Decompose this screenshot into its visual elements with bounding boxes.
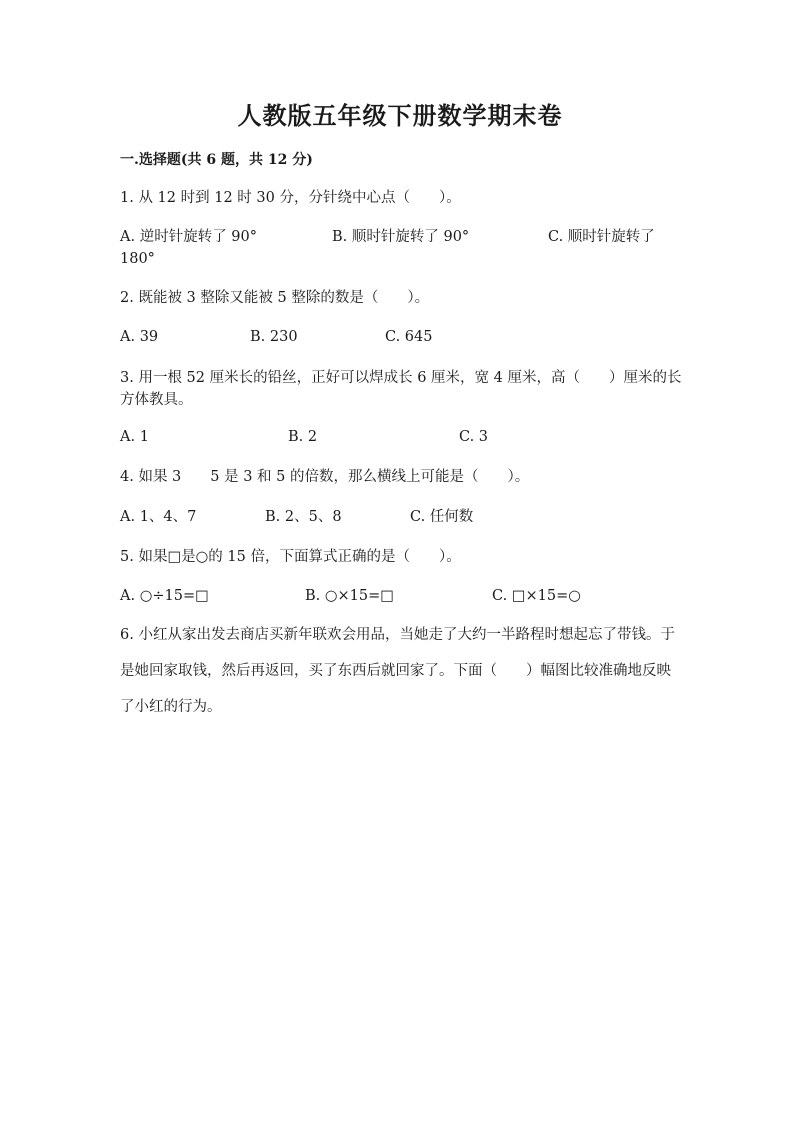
question-5-stem: 5. 如果□是○的 15 倍，下面算式正确的是（ ）。 [120, 549, 461, 565]
question-3-option-c: C. 3 [459, 429, 489, 445]
question-2-option-c: C. 645 [385, 329, 433, 345]
question-1-option-c: C. 顺时针旋转了 [548, 229, 655, 245]
question-3-option-a: A. 1 [120, 429, 149, 445]
question-2-option-a: A. 39 [120, 329, 159, 345]
question-4-option-b: B. 2、5、8 [265, 509, 342, 525]
question-4-options [120, 506, 682, 528]
question-1-option-b: B. 顺时针旋转了 90° [332, 229, 470, 245]
question-1-stem: 1. 从 12 时到 12 时 30 分，分针绕中心点（ ）。 [120, 190, 461, 206]
question-4-option-a: A. 1、4、7 [120, 509, 197, 525]
question-4-option-c: C. 任何数 [410, 509, 474, 525]
question-5-option-c: C. □×15=○ [492, 588, 581, 604]
question-1-option-c-continuation: 180° [120, 251, 155, 267]
question-4-stem: 4. 如果 3 5 是 3 和 5 的倍数，那么横线上可能是（ ）。 [120, 469, 530, 485]
question-2-options [120, 326, 682, 348]
question-3-option-b: B. 2 [288, 429, 318, 445]
question-5-options [120, 585, 682, 607]
question-2-stem: 2. 既能被 3 整除又能被 5 整除的数是（ ）。 [120, 290, 430, 306]
question-6-stem: 6. 小红从家出发去商店买新年联欢会用品，当她走了大约一半路程时想起忘了带钱。于是她回家取钱，然后再返回，买了东西后就回家了。下面（ ）幅图比较准确地反映了小红的行为。 [120, 627, 675, 715]
question-3-options [120, 426, 682, 448]
question-1-options [120, 226, 682, 248]
question-2-option-b: B. 230 [250, 329, 298, 345]
section-heading: 一.选择题(共 6 题，共 12 分) [120, 152, 313, 168]
exam-title: 人教版五年级下册数学期末卷 [237, 101, 563, 130]
question-1-option-a: A. 逆时针旋转了 90° [120, 229, 257, 245]
question-3-stem: 3. 用一根 52 厘米长的铅丝，正好可以焊成长 6 厘米，宽 4 厘米，高（ ）厘米的长方体教具。 [120, 370, 682, 408]
question-5-option-a: A. ○÷15=□ [120, 588, 209, 604]
question-5-option-b: B. ○×15=□ [305, 588, 394, 604]
